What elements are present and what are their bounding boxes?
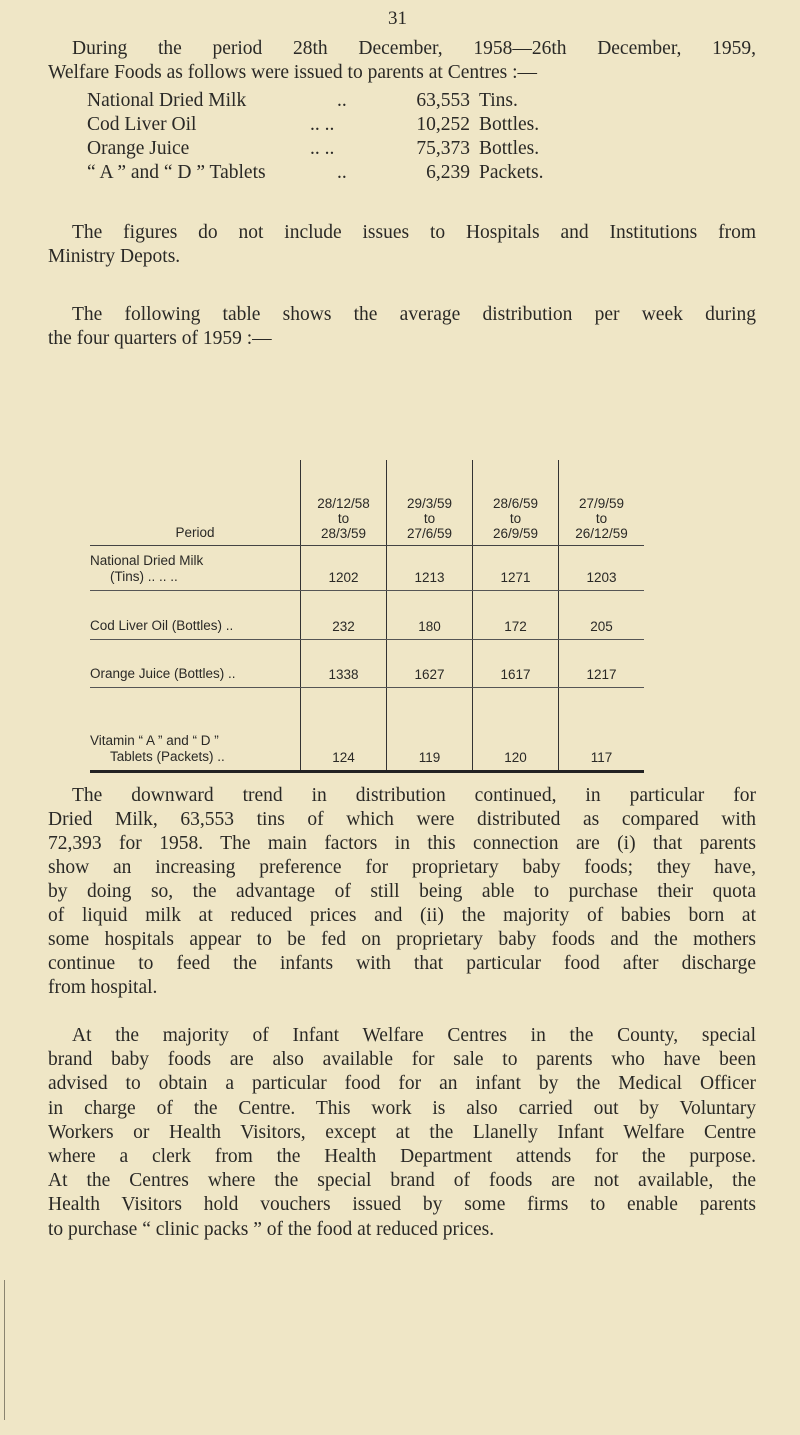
issue-unit: Bottles. [479, 114, 540, 135]
issue-unit: Packets. [479, 162, 544, 183]
text-line: Dried Milk, 63,553 tins of which were distributed as compared with [48, 809, 756, 830]
issue-quantity: 10,252 [416, 114, 470, 135]
text-line: Health Visitors hold vouchers issued by some firms to enable parents [48, 1194, 756, 1216]
text-line: Workers or Health Visitors, except at the Llanelly Infant Welfare Centre [48, 1121, 756, 1143]
page-number: 31 [388, 8, 407, 29]
header-line: 27/9/59 [578, 496, 625, 511]
header-line: to [337, 511, 350, 526]
table-cell: 124 [301, 688, 387, 772]
text-line: Welfare Foods as follows were issued to parents at Centres :— [48, 62, 538, 83]
table-cell: 117 [559, 688, 645, 772]
row-label-line2: Tablets (Packets) .. [110, 749, 225, 764]
text-line: During the period 28th December, 1958—26th December, 1959, [72, 38, 756, 59]
row-label [90, 546, 301, 591]
text-line: continue to feed the infants with that particular food after discharge [48, 953, 756, 974]
issue-item: Orange Juice [87, 138, 190, 159]
text-line: to purchase “ clinic packs ” of the food at reduced prices. [48, 1218, 495, 1240]
row-label-line1: Cod Liver Oil (Bottles) .. [90, 618, 234, 633]
row-label [90, 591, 301, 640]
header-line: to [423, 511, 436, 526]
row-label-line1: Vitamin “ A ” and “ D ” [90, 733, 219, 748]
table-row [90, 546, 644, 591]
text-line: 72,393 for 1958. The main factors in this connection are (i) that parents [48, 833, 756, 854]
header-line: 28/3/59 [320, 526, 367, 541]
text-line: At the Centres where the special brand of foods are not available, the [48, 1170, 756, 1192]
text-line: At the majority of Infant Welfare Centres in the County, special [72, 1025, 756, 1046]
table-cell: 1617 [473, 640, 559, 688]
table-cell: 119 [387, 688, 473, 772]
row-label-line2: (Tins) .. .. .. [110, 569, 178, 584]
text-line: by doing so, the advantage of still being able to purchase their quota [48, 881, 756, 902]
text-line: The following table shows the average distribution per week during [72, 304, 756, 325]
table-cell: 1627 [387, 640, 473, 688]
header-line: to [509, 511, 522, 526]
header-line: 28/12/58 [317, 496, 370, 511]
page-edge [4, 1280, 5, 1420]
table-cell: 120 [473, 688, 559, 772]
issue-item: “ A ” and “ D ” Tablets [87, 162, 266, 183]
row-label [90, 688, 301, 772]
column-header-3 [473, 460, 559, 546]
issue-quantity: 63,553 [416, 90, 470, 111]
text-line: Ministry Depots. [48, 246, 181, 267]
table-cell: 172 [473, 591, 559, 640]
header-line: 29/3/59 [406, 496, 453, 511]
leader-dots: .. .. [310, 138, 335, 159]
row-label [90, 640, 301, 688]
distribution-table [90, 460, 644, 773]
text-line: brand baby foods are also available for sale to parents who have been [48, 1049, 756, 1071]
text-line: where a clerk from the Health Department attends for the purpose. [48, 1146, 756, 1167]
table-cell: 205 [559, 591, 645, 640]
table-cell: 1203 [559, 546, 645, 591]
header-line: 28/6/59 [492, 496, 539, 511]
text-line: The figures do not include issues to Hospitals and Institutions from [72, 222, 756, 243]
table-cell: 1338 [301, 640, 387, 688]
table-row [90, 591, 644, 640]
table-cell: 1217 [559, 640, 645, 688]
issue-item: National Dried Milk [87, 90, 247, 111]
text-line: show an increasing preference for proprietary baby foods; they have, [48, 857, 756, 878]
text-line: the four quarters of 1959 :— [48, 328, 272, 349]
header-line: 27/6/59 [406, 526, 453, 541]
issue-unit: Bottles. [479, 138, 540, 159]
text-line: advised to obtain a particular food for an infant by the Medical Officer [48, 1073, 756, 1095]
column-header-1 [301, 460, 387, 546]
column-header-4 [559, 460, 645, 546]
text-line: The downward trend in distribution continued, in particular for [72, 785, 756, 806]
leader-dots: .. [337, 162, 347, 183]
header-line: to [595, 511, 608, 526]
column-header-2 [387, 460, 473, 546]
text-line: in charge of the Centre. This work is also carried out by Voluntary [48, 1097, 756, 1119]
table-row [90, 640, 644, 688]
row-label-line1: Orange Juice (Bottles) .. [90, 666, 236, 681]
table-cell: 232 [301, 591, 387, 640]
text-line: some hospitals appear to be fed on proprietary baby foods and the mothers [48, 929, 756, 950]
table-cell: 1202 [301, 546, 387, 591]
table-cell: 180 [387, 591, 473, 640]
issue-quantity: 6,239 [426, 162, 470, 183]
table-cell: 1271 [473, 546, 559, 591]
leader-dots: .. .. [310, 114, 335, 135]
table-cell: 1213 [387, 546, 473, 591]
leader-dots: .. [337, 90, 347, 111]
table-row [90, 688, 644, 772]
text-line: of liquid milk at reduced prices and (ii) the majority of babies born at [48, 905, 756, 926]
header-line: 26/12/59 [575, 526, 628, 541]
issue-item: Cod Liver Oil [87, 114, 197, 135]
row-label-line1: National Dried Milk [90, 553, 204, 568]
text-line: from hospital. [48, 977, 158, 998]
period-header: Period [90, 460, 301, 546]
issue-unit: Tins. [479, 90, 518, 111]
header-line: 26/9/59 [492, 526, 539, 541]
issue-quantity: 75,373 [416, 138, 470, 159]
